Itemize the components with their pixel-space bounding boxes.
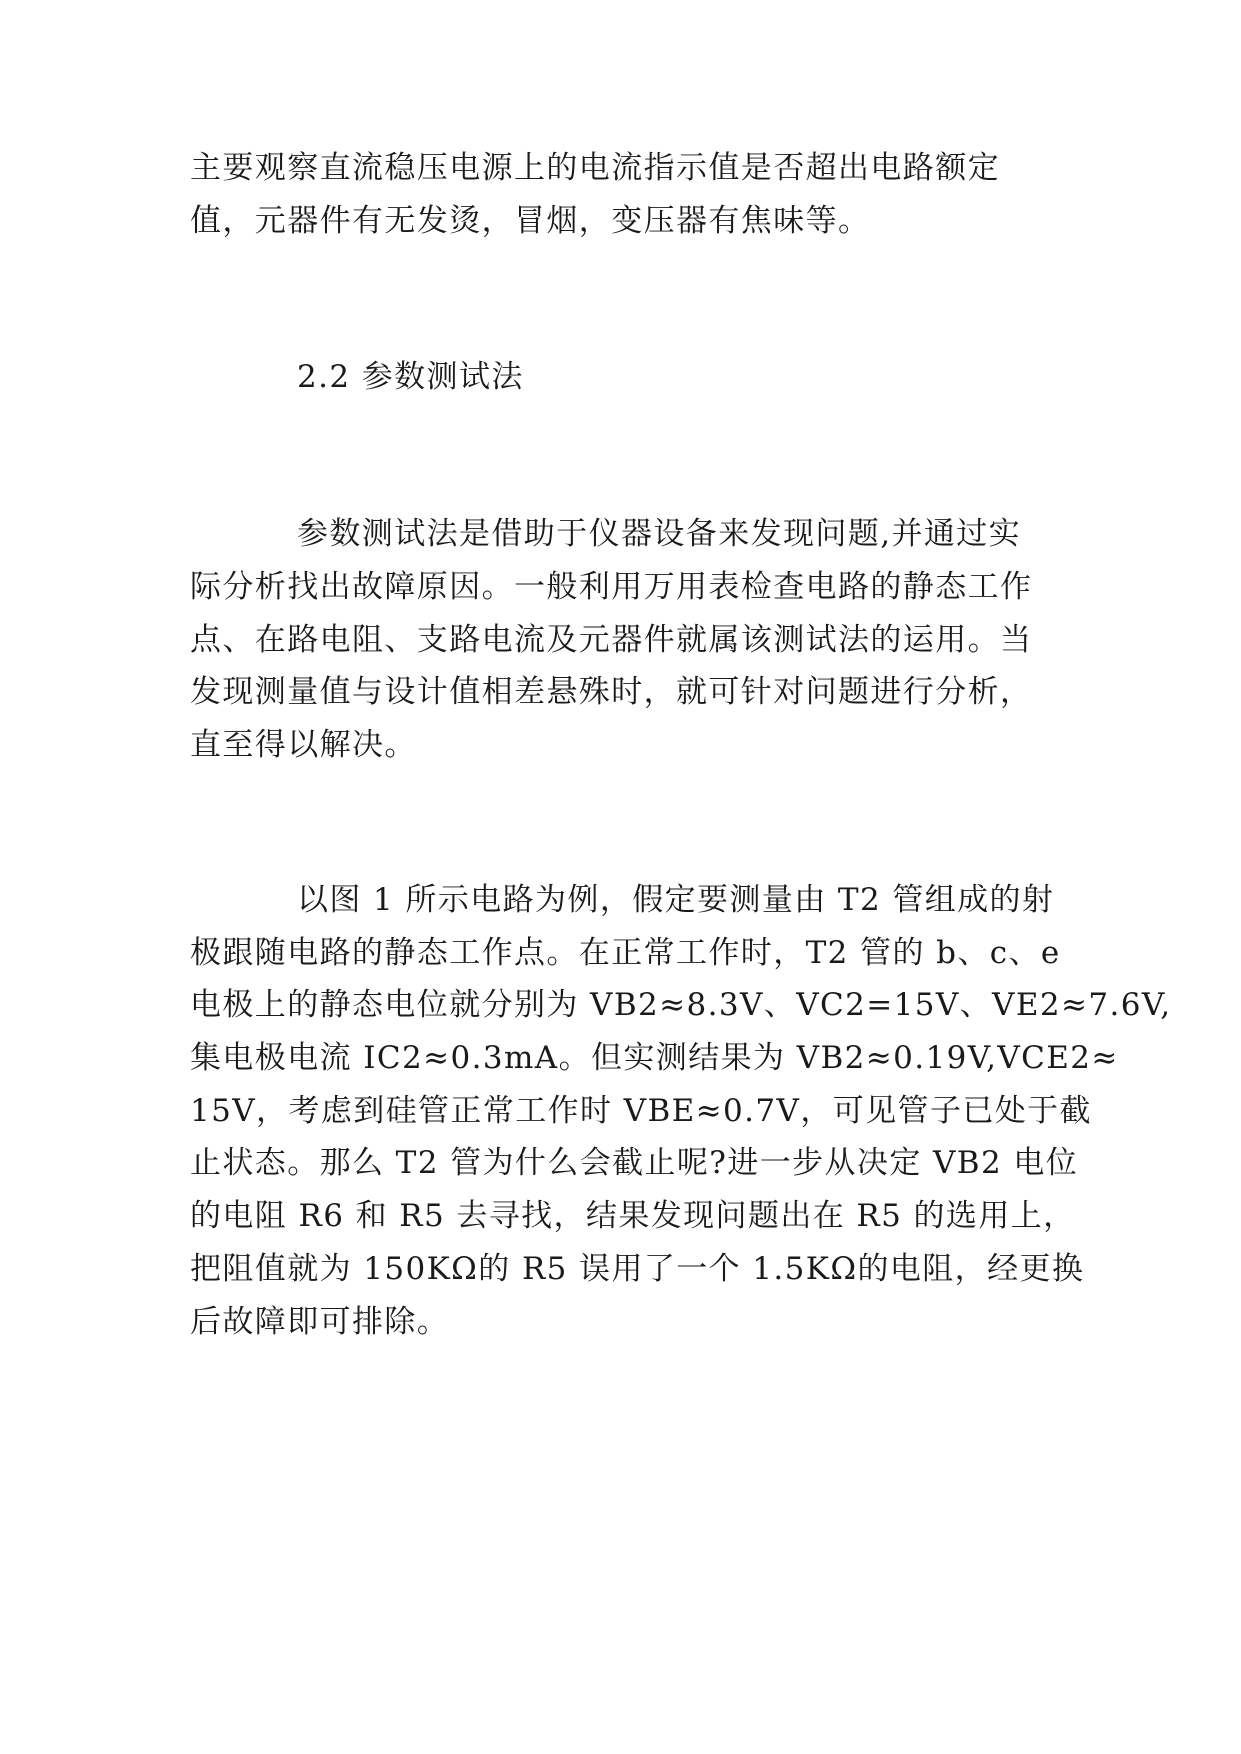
paragraph-2-line-4: 发现测量值与设计值相差悬殊时，就可针对问题进行分析， [190, 674, 1033, 710]
paragraph-3-line-4: 集电极电流 IC2≈0.3mA。但实测结果为 VB2≈0.19V,VCE2≈ [190, 1040, 1119, 1076]
paragraph-3-line-1: 以图 1 所示电路为例，假定要测量由 T2 管组成的射 [297, 882, 1055, 918]
paragraph-3-line-5: 15V，考虑到硅管正常工作时 VBE≈0.7V，可见管子已处于截 [190, 1093, 1092, 1129]
paragraph-1-line-2: 值，元器件有无发烫，冒烟，变压器有焦味等。 [190, 203, 871, 239]
paragraph-3-line-3: 电极上的静态电位就分别为 VB2≈8.3V、VC2=15V、VE2≈7.6V, [190, 987, 1172, 1023]
paragraph-2-line-3: 点、在路电阻、支路电流及元器件就属该测试法的运用。当 [190, 622, 1033, 658]
paragraph-3-line-9: 后故障即可排除。 [190, 1304, 450, 1340]
section-heading: 2.2 参数测试法 [297, 359, 524, 395]
paragraph-3-line-7: 的电阻 R6 和 R5 去寻找，结果发现问题出在 R5 的选用上， [190, 1198, 1076, 1234]
paragraph-2-line-1: 参数测试法是借助于仪器设备来发现问题,并通过实 [297, 516, 1022, 552]
paragraph-3-line-6: 止状态。那么 T2 管为什么会截止呢?进一步从决定 VB2 电位 [190, 1145, 1079, 1181]
paragraph-1-line-1: 主要观察直流稳压电源上的电流指示值是否超出电路额定 [190, 150, 1000, 186]
paragraph-3-line-2: 极跟随电路的静态工作点。在正常工作时，T2 管的 b、c、e [190, 935, 1061, 971]
paragraph-3-line-8: 把阻值就为 150KΩ的 R5 误用了一个 1.5KΩ的电阻，经更换 [190, 1251, 1085, 1287]
paragraph-2-line-2: 际分析找出故障原因。一般利用万用表检查电路的静态工作 [190, 569, 1033, 605]
paragraph-2-line-5: 直至得以解决。 [190, 727, 417, 763]
